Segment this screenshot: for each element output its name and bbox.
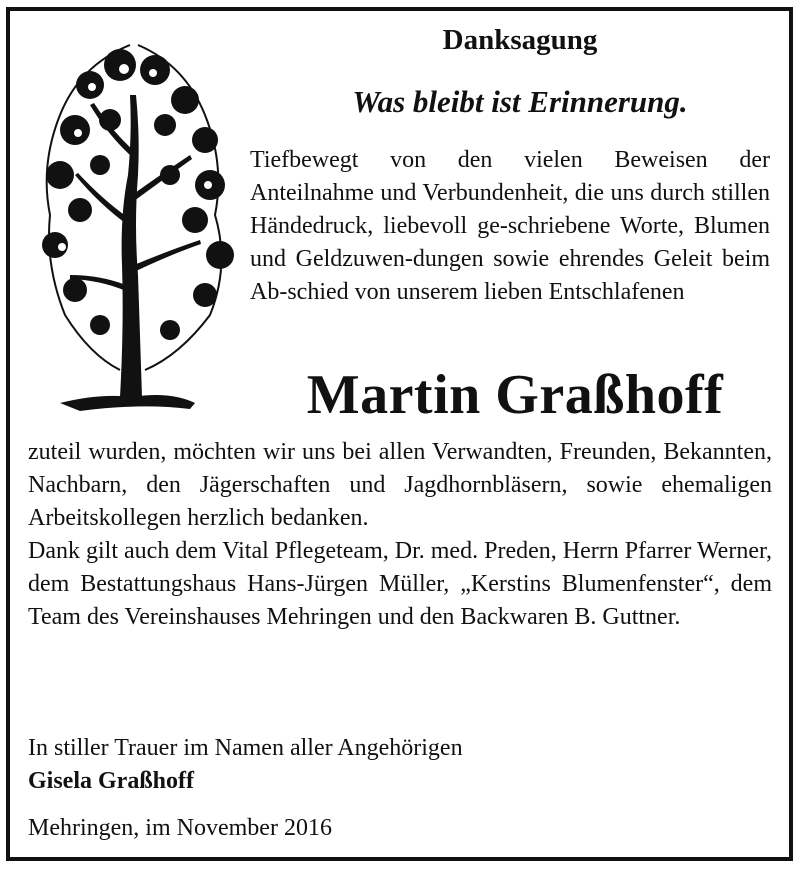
- heading: Danksagung: [442, 24, 598, 56]
- birch-tree-icon: [20, 25, 245, 425]
- intro-text: Tiefbewegt von den vielen Beweisen der Anteilnahme und Verbundenheit, die uns durch stillen Händedruck, liebevoll ge-schriebene Worte, Blumen und Geldzuwen-dungen sowie ehrendes Geleit beim Ab-schied von unserem lieben Entschlafenen: [250, 147, 770, 305]
- place-date: Mehringen, im November 2016: [28, 815, 332, 841]
- body-paragraph: zuteil wurden, möchten wir uns bei allen Verwandten, Freunden, Bekannten, Nachbarn, den Jägerschaften und Jagdhornbläsern, sowie ehemaligen Arbeitskollegen herzlich bedanken.: [28, 439, 772, 531]
- signer-name: Gisela Graßhoff: [28, 768, 194, 794]
- closing-line: In stiller Trauer im Namen aller Angehörigen: [28, 735, 463, 761]
- body-paragraph: Dank gilt auch dem Vital Pflegeteam, Dr. med. Preden, Herrn Pfarrer Werner, dem Bestattungshaus Hans-Jürgen Müller, „Kerstins Blumenfenster“, dem Team des Vereinshauses Mehringen und den Backwaren B. Guttner.: [28, 538, 772, 630]
- motto: Was bleibt ist Erinnerung.: [352, 84, 688, 119]
- deceased-name: Martin Graßhoff: [306, 364, 724, 426]
- closing: [28, 732, 728, 798]
- body-text: [28, 436, 772, 634]
